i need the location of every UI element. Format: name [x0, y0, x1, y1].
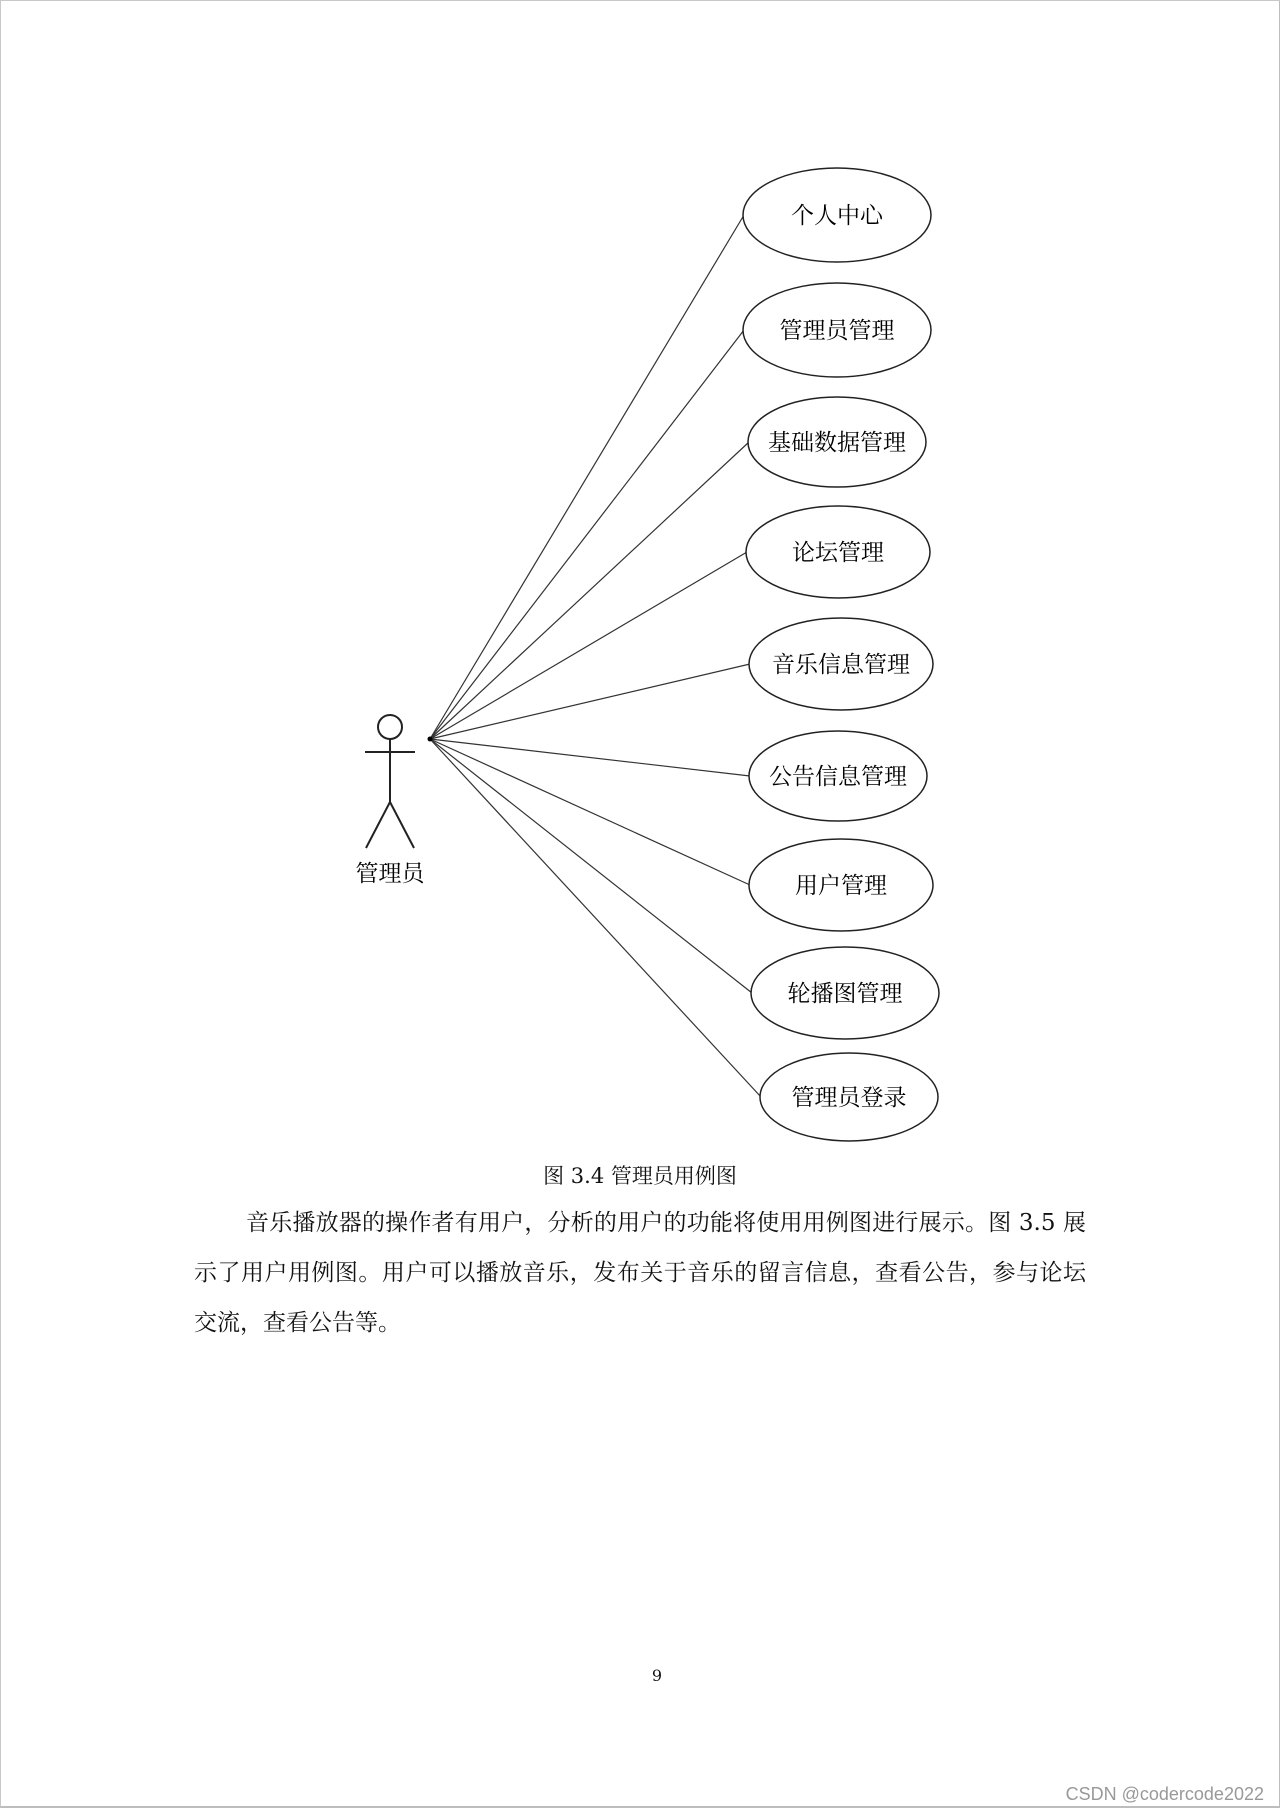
actor-label: 管理员	[355, 861, 425, 887]
use-case	[749, 731, 927, 821]
association-line	[430, 739, 750, 885]
use-case-label: 个人中心	[791, 203, 883, 229]
use-case-label: 轮播图管理	[787, 981, 903, 1007]
use-case-label: 管理员登录	[791, 1085, 907, 1111]
use-case	[760, 1053, 938, 1141]
association-origin	[428, 737, 433, 742]
use-case-label: 用户管理	[795, 873, 887, 899]
use-case	[743, 168, 931, 262]
association-line	[430, 215, 744, 739]
association-line	[430, 739, 750, 776]
use-case	[751, 947, 939, 1039]
use-case-label: 公告信息管理	[769, 764, 907, 790]
use-case-label: 论坛管理	[792, 540, 884, 566]
actor-left-leg	[366, 802, 390, 848]
use-case	[746, 506, 930, 598]
figure-caption: 图 3.4 管理员用例图	[543, 1164, 737, 1188]
association-line	[430, 664, 750, 739]
page-number: 9	[651, 1666, 663, 1685]
use-case	[749, 618, 933, 710]
associations	[428, 215, 762, 1097]
association-line	[430, 552, 747, 739]
use-case-label: 管理员管理	[779, 318, 895, 344]
association-line	[430, 739, 752, 993]
use-case-label: 音乐信息管理	[772, 652, 910, 678]
actor-figure	[365, 715, 415, 848]
association-line	[430, 330, 744, 739]
association-line	[430, 739, 761, 1097]
use-case	[749, 839, 933, 931]
body-paragraph: 音乐播放器的操作者有用户，分析的用户的功能将使用用例图进行展示。图 3.5 展示了用户用例图。用户可以播放音乐，发布关于音乐的留言信息，查看公告，参与论坛交流，查看公告等。	[194, 1210, 1086, 1336]
watermark: CSDN @codercode2022	[1065, 1784, 1264, 1804]
actor-right-leg	[390, 802, 414, 848]
use-case	[743, 283, 931, 377]
use-cases	[743, 168, 939, 1141]
actor-head	[378, 715, 402, 739]
association-line	[430, 442, 749, 739]
use-case	[748, 397, 926, 487]
use-case-label: 基础数据管理	[768, 430, 906, 456]
